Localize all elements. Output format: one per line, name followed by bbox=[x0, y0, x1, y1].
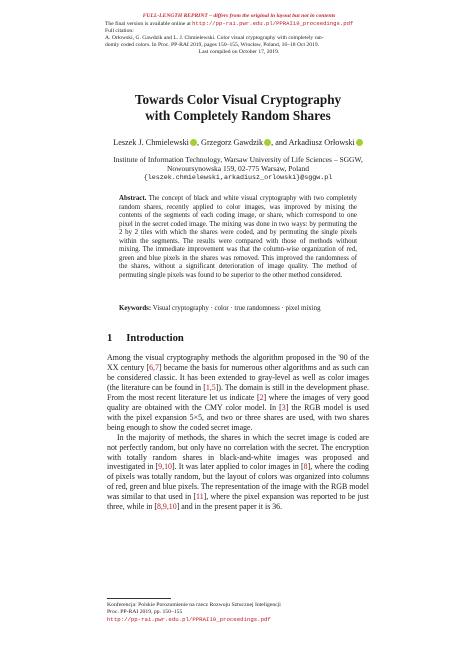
citation-link[interactable]: 8 bbox=[303, 462, 308, 472]
citation-link[interactable]: 11 bbox=[196, 492, 204, 502]
body-text bbox=[107, 353, 369, 512]
citation-link[interactable]: 9,10 bbox=[158, 462, 172, 472]
affiliation bbox=[60, 155, 416, 183]
section-heading bbox=[107, 333, 198, 344]
paragraph: Among the visual cryptography methods the algorithm proposed in the '90 of the XX century [6,7] became the basis for numerous other algorithms and as such can be considered classic. It has been extended to gray-level as well as color images (the literature can be found in [1,5]). The domain is still in the development phase. From the most recent literature let us indicate [2] where the images of very good quality are obtained with the CMY color model. In [3] the RGB model is used with the pixel expansion 5×5, and two or three shares are used, with two shares being enough to show the coded secret image. bbox=[107, 353, 370, 432]
author-emails: {leszek.chmielewski,arkadiusz_orlowski}@sggw.pl bbox=[143, 173, 333, 182]
citation-line-1: A. Orłowski, G. Gawdzik and L. J. Chmielewski. Color visual cryptography with completely ran- bbox=[105, 35, 324, 42]
title-line-2: with Completely Random Shares bbox=[145, 108, 331, 123]
affiliation-line-1: Institute of Information Technology, Warsaw University of Life Sciences – SGGW, bbox=[113, 155, 363, 164]
full-citation-label: Full citation: bbox=[105, 28, 134, 35]
reprint-banner: FULL-LENGTH REPRINT – differs from the original in layout but not in contents bbox=[142, 13, 336, 19]
title-line-1: Towards Color Visual Cryptography bbox=[134, 92, 342, 107]
footnote-line-2: Proc. PP-RAI 2019, pp. 150–155 bbox=[107, 609, 183, 615]
last-compiled: Last compiled on October 17, 2019. bbox=[198, 49, 280, 56]
keywords-label: Keywords: bbox=[119, 305, 152, 312]
reprint-header bbox=[105, 13, 373, 57]
keywords-text: Visual cryptography · color · true randomness · pixel mixing bbox=[151, 305, 321, 312]
final-version-line: The final version is available online at http://pp-rai.pwr.edu.pl/PPRAI19_proceedings.pdf bbox=[105, 20, 354, 28]
citation-link[interactable]: 8,9,10 bbox=[156, 502, 177, 512]
orcid-icon[interactable] bbox=[356, 139, 363, 146]
citation-link[interactable]: 1,5 bbox=[205, 382, 216, 392]
paragraph: In the majority of methods, the shares in which the secret image is coded are not perfectly random, but only have no correlation with the secret. The encryption with totally random shares in black-and-white images was proposed and investigated in [9,10]. It was later applied to color images in [8], where the coding of pixels was totally random, but the layout of colors was organized into columns of red, green and blue pixels. The representation of the image with the RGB model was similar to that used in [11], where the pixel expansion was reported to be just three, while in [8,9,10] and in the present paper it is 36. bbox=[107, 432, 369, 512]
footnote-rule bbox=[107, 598, 171, 599]
author-name: Arkadiusz Orłowski bbox=[288, 138, 355, 147]
footnote-line-1: Konferencja: Polskie Porozumienie na rzecz Rozwoju Sztucznej Inteligencji bbox=[107, 602, 281, 608]
footnote-link[interactable]: http://pp-rai.pwr.edu.pl/PPRAI19_proceedings.pdf bbox=[107, 616, 271, 623]
abstract-text: The concept of black and white visual cryptography with two completely random shares, recently applied to color images, was improved by mixing the contents of the segments of each coding image, or share, which correspond to one pixel in the secret coded image. The mixing was done in two ways: by permuting the 2 by 2 tiles with which the shares were coded, and by permuting the single pixels within the segments. The results were compared with those of methods without mixing. The immediate improvement was that the column-wise organization of red, green and blue pixels in the shares was removed. This improved the randomness of the shares, without a significant deterioration of image quality. The method of permuting single pixels was found to be superior to the other method considered. bbox=[119, 195, 357, 279]
footnote bbox=[107, 602, 369, 623]
section-number: 1 bbox=[107, 333, 113, 344]
keywords bbox=[119, 305, 357, 314]
citation-line-2: domly coded colors. In Proc. PP-RAI 2019, pages 150–155, Wrocław, Poland, 16–18 Oct 2019. bbox=[105, 42, 320, 49]
paper-title bbox=[80, 92, 396, 124]
citation-link[interactable]: 2 bbox=[259, 392, 264, 402]
author-name: Leszek J. Chmielewski bbox=[113, 138, 189, 147]
abstract-label: Abstract. bbox=[119, 195, 147, 202]
orcid-icon[interactable] bbox=[190, 139, 197, 146]
citation-link[interactable]: 6,7 bbox=[149, 362, 159, 372]
citation-link[interactable]: 3 bbox=[281, 402, 286, 412]
author-name: Grzegorz Gawdzik bbox=[201, 138, 264, 147]
author-list: Leszek J. Chmielewski , Grzegorz Gawdzik , and Arkadiusz Orłowski bbox=[60, 138, 416, 147]
section-title: Introduction bbox=[126, 333, 184, 344]
abstract bbox=[119, 195, 357, 280]
affiliation-line-2: Nowoursynowska 159, 02-775 Warsaw, Poland bbox=[166, 164, 310, 174]
final-version-link[interactable]: http://pp-rai.pwr.edu.pl/PPRAI19_proceedings.pdf bbox=[192, 20, 354, 28]
